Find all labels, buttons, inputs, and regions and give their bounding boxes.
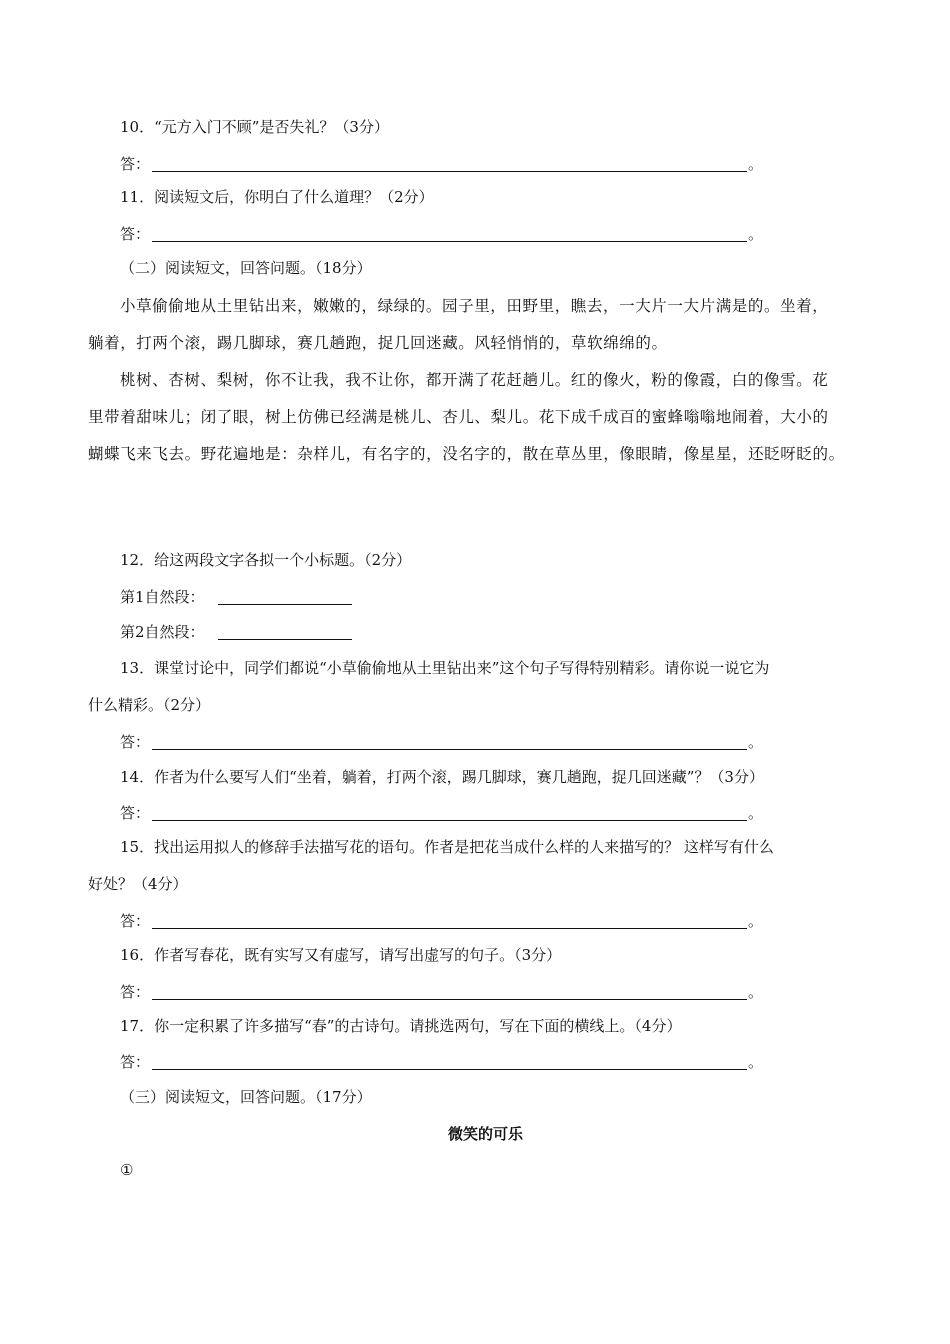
passage-p1-line2: 躺着，打两个滚，踢几脚球，赛几趟跑，捉几回迷藏。风轻悄悄的，草软绵绵的。 [88, 334, 668, 352]
answer-label-13: 答： [120, 733, 151, 751]
passage-p2-line2: 里带着甜味儿；闭了眼，树上仿佛已经满是桃儿、杏儿、梨儿。花下成千成百的蜜蜂嗡嗡地闹着，大小的 [88, 408, 829, 426]
answer-end-10: 。 [748, 155, 764, 173]
answer-line-16[interactable] [152, 999, 747, 1000]
answer-end-14: 。 [748, 804, 764, 822]
question-17: 17．你一定积累了许多描写“春”的古诗句。请挑选两句，写在下面的横线上。（4分） [120, 1017, 682, 1035]
question-14: 14．作者为什么要写人们“坐着，躺着，打两个滚，踢几脚球，赛几趟跑，捉几回迷藏”？（3分） [120, 768, 764, 786]
passage-p2-line1: 桃树、杏树、梨树，你不让我，我不让你，都开满了花赶趟儿。红的像火，粉的像霞，白的像雪。花 [120, 371, 829, 389]
answer-end-16: 。 [748, 983, 764, 1001]
answer-line-14[interactable] [152, 820, 747, 821]
answer-end-17: 。 [748, 1053, 764, 1071]
answer-end-13: 。 [748, 733, 764, 751]
question-13-line1: 13．课堂讨论中，同学们都说“小草偷偷地从土里钻出来”这个句子写得特别精彩。请你说一说它为 [120, 659, 770, 677]
answer-line-15[interactable] [152, 928, 747, 929]
section-3-heading: （三）阅读短文，回答问题。（17分） [120, 1088, 372, 1106]
answer-label-16: 答： [120, 983, 151, 1001]
answer-end-15: 。 [748, 912, 764, 930]
paragraph-marker: ① [120, 1161, 134, 1179]
question-12: 12．给这两段文字各拟一个小标题。（2分） [120, 551, 412, 569]
section-2-heading: （二）阅读短文，回答问题。（18分） [120, 259, 372, 277]
question-16: 16．作者写春花，既有实写又有虚写，请写出虚写的句子。（3分） [120, 946, 562, 964]
para1-title-line[interactable] [218, 604, 352, 605]
para2-title-line[interactable] [218, 639, 352, 640]
answer-line-10[interactable] [152, 171, 747, 172]
answer-label-14: 答： [120, 804, 151, 822]
question-10: 10．“元方入门不顾”是否失礼？（3分） [120, 118, 389, 136]
question-15-line1: 15．找出运用拟人的修辞手法描写花的语句。作者是把花当成什么样的人来描写的？ 这样写有什么 [120, 838, 774, 856]
question-13-line2: 什么精彩。（2分） [88, 696, 211, 714]
answer-label-15: 答： [120, 912, 151, 930]
answer-end-11: 。 [748, 225, 764, 243]
question-15-line2: 好处？（4分） [88, 875, 188, 893]
answer-label-11: 答： [120, 225, 151, 243]
answer-label-17: 答： [120, 1053, 151, 1071]
passage-p1-line1: 小草偷偷地从土里钻出来，嫩嫩的，绿绿的。园子里，田野里，瞧去，一大片一大片满是的。坐着， [120, 297, 829, 315]
article-title: 微笑的可乐 [448, 1125, 524, 1143]
para2-title-label: 第2自然段： [120, 623, 205, 641]
passage-p2-line3: 蝴蝶飞来飞去。野花遍地是：杂样儿，有名字的，没名字的，散在草丛里，像眼睛，像星星，还眨呀眨的。 [88, 445, 845, 463]
question-11: 11．阅读短文后，你明白了什么道理？（2分） [120, 188, 434, 206]
para1-title-label: 第1自然段： [120, 588, 205, 606]
answer-line-11[interactable] [152, 241, 747, 242]
answer-label-10: 答： [120, 155, 151, 173]
answer-line-13[interactable] [152, 749, 747, 750]
answer-line-17[interactable] [152, 1069, 747, 1070]
